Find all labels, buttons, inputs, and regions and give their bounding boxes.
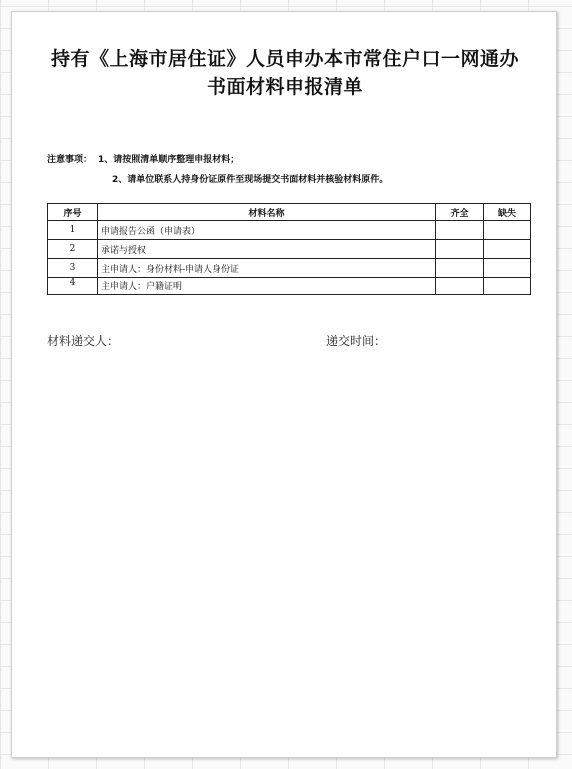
row-complete-cell[interactable] — [436, 259, 484, 278]
submitter-label: 材料递交人： — [47, 334, 120, 348]
row-missing-cell[interactable] — [484, 240, 531, 259]
notice-item: 1、请按照清单顺序整理申报材料； — [98, 155, 240, 165]
header-name: 材料名称 — [98, 204, 436, 221]
row-material-name: 主申请人：身份材料-申请人身份证 — [98, 259, 436, 278]
row-missing-cell[interactable] — [484, 278, 531, 295]
table-row — [48, 240, 531, 259]
notice-item: 2、请单位联系人持身份证原件至现场提交书面材料并核验材料原件。 — [112, 175, 389, 185]
header-complete: 齐全 — [436, 204, 484, 221]
row-complete-cell[interactable] — [436, 221, 484, 240]
notice-line-1 — [47, 154, 239, 166]
row-complete-cell[interactable] — [436, 278, 484, 295]
row-material-name: 承诺与授权 — [98, 240, 436, 259]
header-no: 序号 — [48, 204, 98, 221]
table-row — [48, 259, 531, 278]
row-complete-cell[interactable] — [436, 240, 484, 259]
document-page — [11, 11, 557, 758]
row-missing-cell[interactable] — [484, 259, 531, 278]
row-missing-cell[interactable] — [484, 221, 531, 240]
page-title: 持有《上海市居住证》人员申办本市常住户口一网通办书面材料申报清单 — [50, 48, 519, 98]
row-number: 2 — [48, 240, 98, 259]
submission-time-label: 递交时间： — [326, 334, 387, 348]
row-number: 3 — [48, 259, 98, 278]
row-material-name-text: 主申请人：户籍证明 — [101, 282, 183, 291]
row-number: 4 — [48, 278, 98, 295]
row-material-name: 申请报告公函（申请表） — [98, 221, 436, 240]
notice-line-2 — [112, 174, 388, 186]
row-number: 1 — [48, 221, 98, 240]
notice-label: 注意事项： — [47, 155, 93, 165]
materials-table — [47, 203, 531, 295]
table-row — [48, 278, 531, 295]
table-header-row — [48, 204, 531, 221]
header-missing: 缺失 — [484, 204, 531, 221]
table-row — [48, 221, 531, 240]
row-material-name — [98, 278, 436, 295]
